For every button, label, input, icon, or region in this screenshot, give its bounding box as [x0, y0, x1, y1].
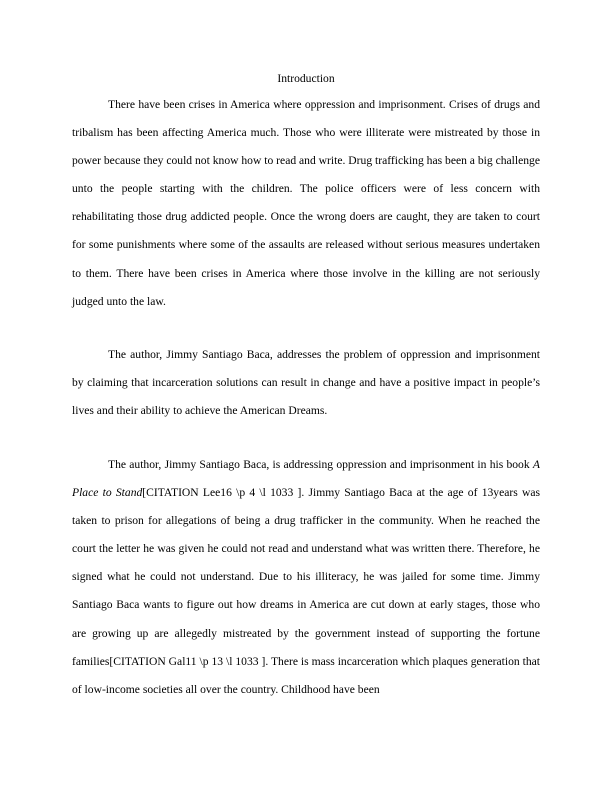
- paragraph-3-body: . Jimmy Santiago Baca at the age of 13years was taken to prison for allegations of being a drug trafficker in the community. When he reached the court the letter he was given he could not read and understand what was written there. Therefore, he signed what he could not understand. Due to his illiteracy, he was jailed for some time. Jimmy Santiago Baca wants to figure out how dreams in America are cut down at early stages, those who are growing up are allegedly mistreated by the government instead of supporting the fortune families: [72, 486, 541, 668]
- paragraph-3-lead: The author, Jimmy Santiago Baca, is addressing oppression and imprisonment in his book: [108, 458, 533, 471]
- heading-introduction: Introduction: [277, 72, 335, 85]
- citation-gal11: [CITATION Gal11 \p 13 \l 1033 ]: [109, 654, 266, 668]
- citation-lee16: [CITATION Lee16 \p 4 \l 1033 ]: [142, 486, 302, 500]
- paragraph-2: The author, Jimmy Santiago Baca, addresses the problem of oppression and imprisonment by claiming that incarceration solutions can result in change and have a positive impact in people’s lives and their ability to achieve the American Dreams.: [72, 348, 540, 418]
- paragraph-3-tail: . There is mass incarceration which plaques generation that of low-income societies all over the country. Childhood have been: [72, 654, 540, 696]
- paragraph-1: There have been crises in America where oppression and imprisonment. Crises of drugs and tribalism has been affecting America much. Those who were illiterate were mistreated by those in power because they could not know how to read and write. Drug trafficking has been a big challenge unto the people starting with the children. The police officers were of less concern with rehabilitating those drug addicted people. Once the wrong doers are caught, they are taken to court for some punishments where some of the assaults are released without serious measures undertaken to them. There have been crises in America where those involve in the killing are not seriously judged unto the law.: [72, 98, 540, 308]
- book-title: A Place to Stand: [72, 458, 540, 500]
- paragraph-3: [72, 451, 540, 704]
